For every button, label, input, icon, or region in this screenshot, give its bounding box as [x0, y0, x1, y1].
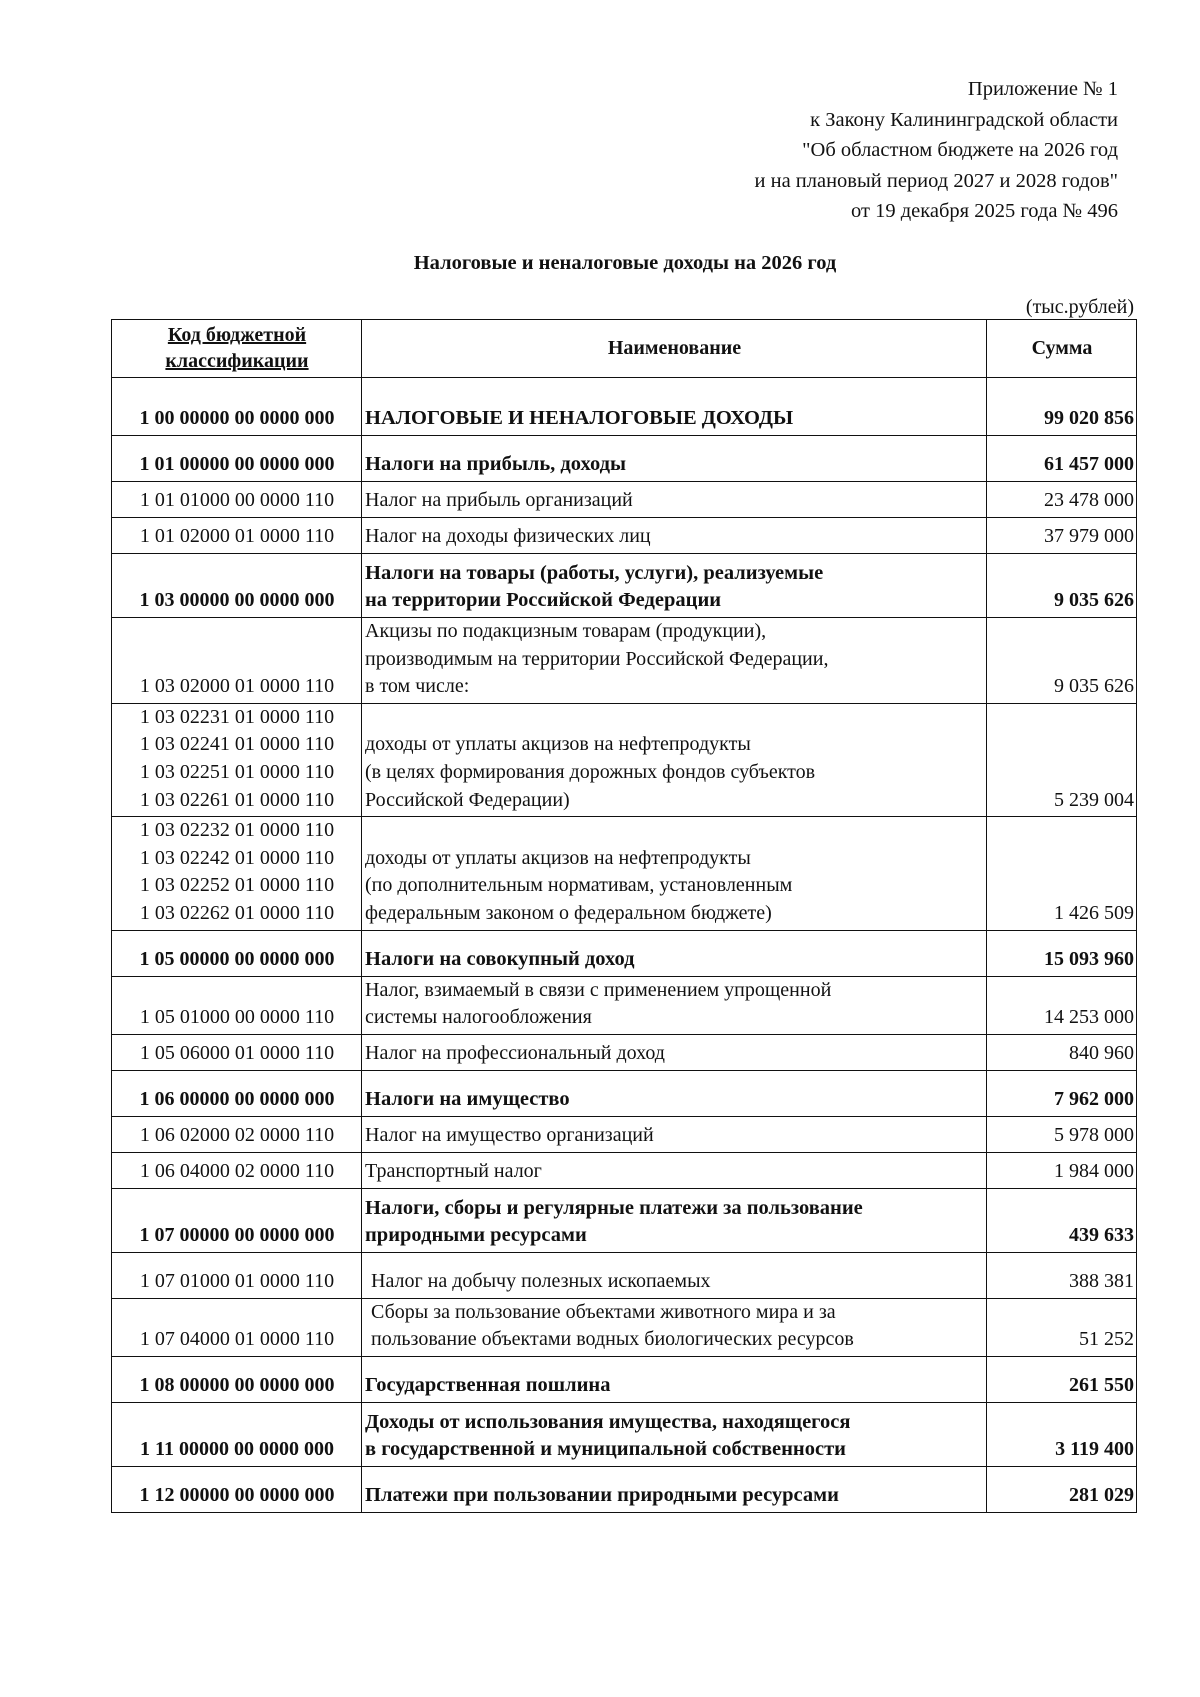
- table-row: [112, 1034, 1137, 1070]
- budget-code-cell: [112, 1402, 362, 1466]
- budget-code: 1 05 00000 00 0000 000: [139, 947, 335, 970]
- budget-code-cell: [112, 817, 362, 930]
- budget-code: 1 03 02231 01 0000 110: [139, 705, 335, 728]
- table-row: [112, 1116, 1137, 1152]
- revenue-name: НАЛОГОВЫЕ И НЕНАЛОГОВЫЕ ДОХОДЫ: [362, 378, 987, 436]
- budget-code: 1 03 02242 01 0000 110: [139, 846, 335, 869]
- budget-code-cell: [112, 482, 362, 518]
- revenue-name: Налог на имущество организаций: [362, 1116, 987, 1152]
- budget-code-cell: [112, 618, 362, 704]
- revenue-name: Налог на добычу полезных ископаемых: [362, 1252, 987, 1298]
- budget-code: 1 06 00000 00 0000 000: [139, 1088, 335, 1111]
- budget-code-cell: [112, 378, 362, 436]
- revenue-name: доходы от уплаты акцизов на нефтепродукты (по дополнительным нормативам, установленным федеральным законом о федеральном бюджете): [362, 817, 987, 930]
- table-body: [112, 378, 1137, 1513]
- revenue-name: Налоги, сборы и регулярные платежи за пользование природными ресурсами: [362, 1188, 987, 1252]
- budget-code: 1 08 00000 00 0000 000: [139, 1374, 335, 1397]
- revenue-amount: 51 252: [987, 1298, 1137, 1356]
- table-row: [112, 482, 1137, 518]
- revenue-amount: 99 020 856: [987, 378, 1137, 436]
- header-name: Наименование: [362, 320, 987, 378]
- revenue-amount: 388 381: [987, 1252, 1137, 1298]
- revenue-name: Налоги на совокупный доход: [362, 930, 987, 976]
- table-row: [112, 554, 1137, 618]
- appendix-header: [518, 74, 1118, 227]
- appendix-line: "Об областном бюджете на 2026 год: [802, 139, 1118, 161]
- table-header-row: [112, 320, 1137, 378]
- budget-code: 1 03 02262 01 0000 110: [139, 901, 335, 924]
- budget-code-cell: [112, 1070, 362, 1116]
- revenue-amount: 23 478 000: [987, 482, 1137, 518]
- table-row: [112, 930, 1137, 976]
- table-row: [112, 1356, 1137, 1402]
- revenue-amount: 15 093 960: [987, 930, 1137, 976]
- table-row: [112, 1070, 1137, 1116]
- table-row: [112, 518, 1137, 554]
- appendix-line: к Закону Калининградской области: [810, 108, 1118, 131]
- revenue-amount: 261 550: [987, 1356, 1137, 1402]
- revenue-amount: 1 426 509: [987, 817, 1137, 930]
- budget-code: 1 03 00000 00 0000 000: [139, 589, 335, 612]
- table-row: [112, 976, 1137, 1034]
- budget-code-cell: [112, 1152, 362, 1188]
- table-row: [112, 436, 1137, 482]
- budget-code-cell: [112, 1298, 362, 1356]
- revenue-amount: 14 253 000: [987, 976, 1137, 1034]
- budget-code: 1 05 01000 00 0000 110: [139, 1006, 335, 1029]
- appendix-line: от 19 декабря 2025 года № 496: [851, 200, 1118, 222]
- table-row: [112, 1466, 1137, 1512]
- revenue-name: Сборы за пользование объектами животного мира и за пользование объектами водных биологических ресурсов: [362, 1298, 987, 1356]
- revenue-name: Государственная пошлина: [362, 1356, 987, 1402]
- table-row: [112, 703, 1137, 816]
- budget-code: 1 07 00000 00 0000 000: [139, 1224, 335, 1247]
- budget-code-cell: [112, 930, 362, 976]
- budget-code: 1 07 04000 01 0000 110: [139, 1328, 335, 1351]
- table-row: [112, 817, 1137, 930]
- table-row: [112, 378, 1137, 436]
- revenue-name: Транспортный налог: [362, 1152, 987, 1188]
- revenue-amount: 281 029: [987, 1466, 1137, 1512]
- revenue-amount: 1 984 000: [987, 1152, 1137, 1188]
- revenue-amount: 5 239 004: [987, 703, 1137, 816]
- header-amount: Сумма: [987, 320, 1137, 378]
- table-row: [112, 618, 1137, 704]
- header-code: Код бюджетной классификации: [112, 320, 362, 378]
- revenue-amount: 9 035 626: [987, 618, 1137, 704]
- table-row: [112, 1252, 1137, 1298]
- document-title: Налоговые и неналоговые доходы на 2026 год: [413, 252, 837, 274]
- revenue-amount: 9 035 626: [987, 554, 1137, 618]
- revenue-name: Налог на прибыль организаций: [362, 482, 987, 518]
- budget-code-cell: [112, 976, 362, 1034]
- budget-code: 1 03 02252 01 0000 110: [139, 874, 335, 897]
- budget-code-cell: [112, 1034, 362, 1070]
- revenue-name: Налог, взимаемый в связи с применением упрощенной системы налогообложения: [362, 976, 987, 1034]
- revenue-name: Акцизы по подакцизным товарам (продукции), производимым на территории Российской Федерации, в том числе:: [362, 618, 987, 704]
- revenue-name: Доходы от использования имущества, находящегося в государственной и муниципальной собственности: [362, 1402, 987, 1466]
- revenue-name: Налоги на товары (работы, услуги), реализуемые на территории Российской Федерации: [362, 554, 987, 618]
- budget-code: 1 03 02232 01 0000 110: [139, 819, 335, 842]
- table-row: [112, 1188, 1137, 1252]
- revenue-amount: 7 962 000: [987, 1070, 1137, 1116]
- budget-code: 1 06 02000 02 0000 110: [139, 1124, 335, 1147]
- revenue-name: Налоги на имущество: [362, 1070, 987, 1116]
- budget-code-cell: [112, 518, 362, 554]
- budget-code-cell: [112, 703, 362, 816]
- revenue-name: доходы от уплаты акцизов на нефтепродукты (в целях формирования дорожных фондов субъектов Российской Федерации): [362, 703, 987, 816]
- revenue-amount: 439 633: [987, 1188, 1137, 1252]
- revenue-amount: 840 960: [987, 1034, 1137, 1070]
- appendix-line: и на плановый период 2027 и 2028 годов": [754, 169, 1118, 192]
- table-row: [112, 1152, 1137, 1188]
- budget-code-cell: [112, 1356, 362, 1402]
- table-row: [112, 1298, 1137, 1356]
- budget-code: 1 11 00000 00 0000 000: [140, 1438, 334, 1461]
- budget-code: 1 03 02000 01 0000 110: [139, 675, 335, 698]
- budget-code: 1 01 00000 00 0000 000: [139, 453, 335, 476]
- budget-code: 1 05 06000 01 0000 110: [139, 1042, 335, 1065]
- budget-code-cell: [112, 1188, 362, 1252]
- budget-code: 1 12 00000 00 0000 000: [139, 1484, 335, 1507]
- revenue-amount: 61 457 000: [987, 436, 1137, 482]
- budget-code: 1 03 02251 01 0000 110: [139, 760, 335, 783]
- revenue-name: Платежи при пользовании природными ресурсами: [362, 1466, 987, 1512]
- revenue-name: Налог на доходы физических лиц: [362, 518, 987, 554]
- revenue-amount: 3 119 400: [987, 1402, 1137, 1466]
- units-label: (тыс.рублей): [1025, 296, 1134, 318]
- budget-code: 1 06 04000 02 0000 110: [139, 1160, 335, 1183]
- budget-code: 1 01 02000 01 0000 110: [139, 525, 335, 548]
- budget-code-cell: [112, 1252, 362, 1298]
- revenue-name: Налог на профессиональный доход: [362, 1034, 987, 1070]
- budget-code: 1 00 00000 00 0000 000: [139, 407, 335, 430]
- budget-code: 1 03 02241 01 0000 110: [139, 733, 335, 756]
- budget-code: 1 07 01000 01 0000 110: [139, 1270, 335, 1293]
- budget-code: 1 01 01000 00 0000 110: [139, 489, 335, 512]
- appendix-line: Приложение № 1: [967, 78, 1118, 100]
- budget-code-cell: [112, 1466, 362, 1512]
- revenue-name: Налоги на прибыль, доходы: [362, 436, 987, 482]
- revenue-table: [111, 319, 1137, 1513]
- budget-code: 1 03 02261 01 0000 110: [139, 788, 335, 811]
- revenue-amount: 37 979 000: [987, 518, 1137, 554]
- table-row: [112, 1402, 1137, 1466]
- budget-code-cell: [112, 554, 362, 618]
- budget-code-cell: [112, 1116, 362, 1152]
- budget-code-cell: [112, 436, 362, 482]
- revenue-amount: 5 978 000: [987, 1116, 1137, 1152]
